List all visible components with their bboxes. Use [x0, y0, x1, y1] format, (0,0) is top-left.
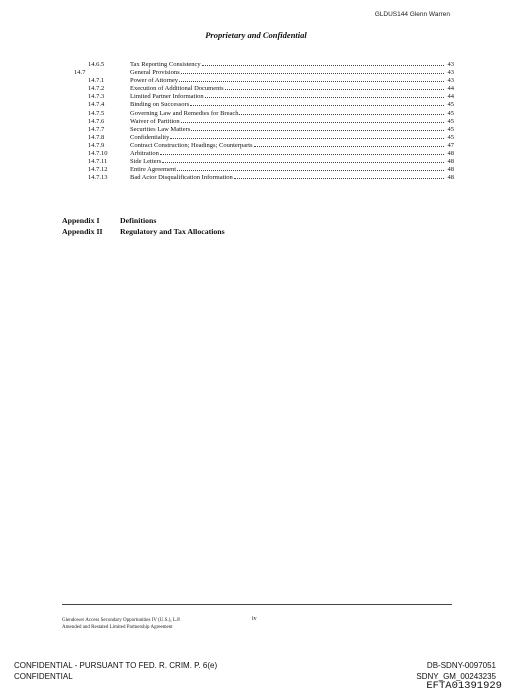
toc-title: Arbitration	[130, 150, 159, 158]
toc-entry	[74, 173, 454, 181]
efta-number: EFTA01391929	[426, 680, 502, 692]
bates-number-1: DB-SDNY-0097051	[426, 661, 496, 670]
table-of-contents	[74, 60, 454, 181]
toc-number: 14.7.6	[88, 117, 105, 125]
toc-number: 14.7.2	[88, 85, 105, 93]
toc-number: 14.7.10	[88, 150, 108, 158]
toc-leader-dots	[181, 68, 444, 74]
toc-entry	[74, 125, 454, 133]
toc-number: 14.7.5	[88, 109, 105, 117]
toc-number: 14.7.9	[88, 141, 105, 149]
toc-entry	[74, 84, 454, 92]
toc-page-number: 45	[447, 125, 454, 133]
toc-page-number: 43	[447, 61, 454, 68]
toc-title: Governing Law and Remedies for Breach	[130, 109, 239, 117]
toc-title: Power of Attorney	[130, 77, 179, 85]
toc-page-number: 47	[447, 141, 454, 149]
toc-title: Bad Actor Disqualification Information	[130, 174, 233, 182]
toc-page-number: 48	[447, 174, 454, 182]
toc-leader-dots	[190, 100, 444, 106]
toc-title: Side Letters	[130, 158, 162, 166]
appendix-title: Definitions	[120, 216, 157, 225]
appendix-entry	[62, 216, 156, 225]
toc-entry	[74, 117, 454, 125]
toc-page-number: 45	[447, 117, 454, 125]
toc-number: 14.7.11	[88, 158, 108, 166]
toc-title: Execution of Additional Documents	[130, 85, 224, 93]
toc-page-number: 48	[447, 158, 454, 166]
footer-rule	[62, 604, 452, 605]
toc-number: 14.7.4	[88, 101, 105, 109]
toc-entry	[74, 109, 454, 117]
toc-page-number: 45	[447, 101, 454, 109]
toc-page-number: 45	[447, 109, 454, 117]
toc-number: 14.7	[74, 69, 86, 77]
toc-title: Waiver of Partition	[130, 117, 180, 125]
toc-leader-dots	[170, 133, 444, 139]
toc-leader-dots	[202, 60, 444, 66]
toc-leader-dots	[181, 117, 444, 123]
toc-number: 14.7.12	[88, 166, 108, 174]
page-header-title: Proprietary and Confidential	[205, 30, 307, 40]
toc-leader-dots	[254, 141, 444, 147]
toc-title: Confidentiality	[130, 133, 170, 141]
toc-entry	[74, 100, 454, 108]
toc-leader-dots	[191, 125, 444, 131]
toc-entry	[74, 92, 454, 100]
toc-title: Contract Construction; Headings; Counterparts	[130, 141, 253, 149]
toc-page-number: 43	[447, 77, 454, 85]
toc-entry	[74, 157, 454, 165]
footer-document-name	[62, 617, 181, 631]
toc-page-number: 48	[447, 150, 454, 158]
toc-entry	[74, 68, 454, 76]
appendix-title: Regulatory and Tax Allocations	[120, 227, 225, 236]
toc-page-number: 44	[447, 93, 454, 101]
toc-leader-dots	[239, 109, 444, 115]
toc-entry	[74, 133, 454, 141]
toc-leader-dots	[225, 84, 444, 90]
appendix-label: Appendix II	[62, 227, 103, 236]
toc-entry	[74, 60, 454, 68]
toc-title: Binding on Successors	[130, 101, 190, 109]
toc-number: 14.7.8	[88, 133, 105, 141]
page-number: iv	[252, 616, 257, 622]
footer-line-1: Glendower Access Secondary Opportunities IV (U.S.), L.P.	[62, 618, 181, 623]
toc-entry	[74, 149, 454, 157]
toc-page-number: 44	[447, 85, 454, 93]
confidential-label: CONFIDENTIAL	[14, 672, 73, 681]
toc-number: 14.6.5	[88, 61, 105, 68]
toc-leader-dots	[160, 149, 444, 155]
toc-leader-dots	[179, 76, 444, 82]
toc-page-number: 43	[447, 69, 454, 77]
toc-leader-dots	[177, 165, 444, 171]
toc-page-number: 48	[447, 166, 454, 174]
toc-title: General Provisions	[130, 69, 180, 77]
toc-leader-dots	[162, 157, 444, 163]
toc-leader-dots	[205, 92, 444, 98]
toc-number: 14.7.3	[88, 93, 105, 101]
toc-number: 14.7.1	[88, 77, 105, 85]
toc-entry	[74, 165, 454, 173]
toc-entry	[74, 76, 454, 84]
bates-number-2: SDNY_GM_00243235	[416, 672, 496, 681]
toc-title: Tax Reporting Consistency	[130, 61, 201, 68]
toc-number: 14.7.7	[88, 125, 105, 133]
toc-title: Entire Agreement	[130, 166, 177, 174]
footer-line-2: Amended and Restated Limited Partnership Agreement	[62, 625, 173, 630]
appendix-label: Appendix I	[62, 216, 100, 225]
toc-leader-dots	[234, 173, 444, 179]
appendix-entry	[62, 227, 225, 236]
confidential-notice: CONFIDENTIAL - PURSUANT TO FED. R. CRIM. P. 6(e)	[14, 661, 218, 670]
document-stamp: GLDUS144 Glenn Warren	[374, 11, 450, 18]
toc-title: Securities Law Matters	[130, 125, 191, 133]
toc-number: 14.7.13	[88, 174, 108, 182]
toc-entry	[74, 141, 454, 149]
toc-title: Limited Partner Information	[130, 93, 204, 101]
toc-page-number: 45	[447, 133, 454, 141]
